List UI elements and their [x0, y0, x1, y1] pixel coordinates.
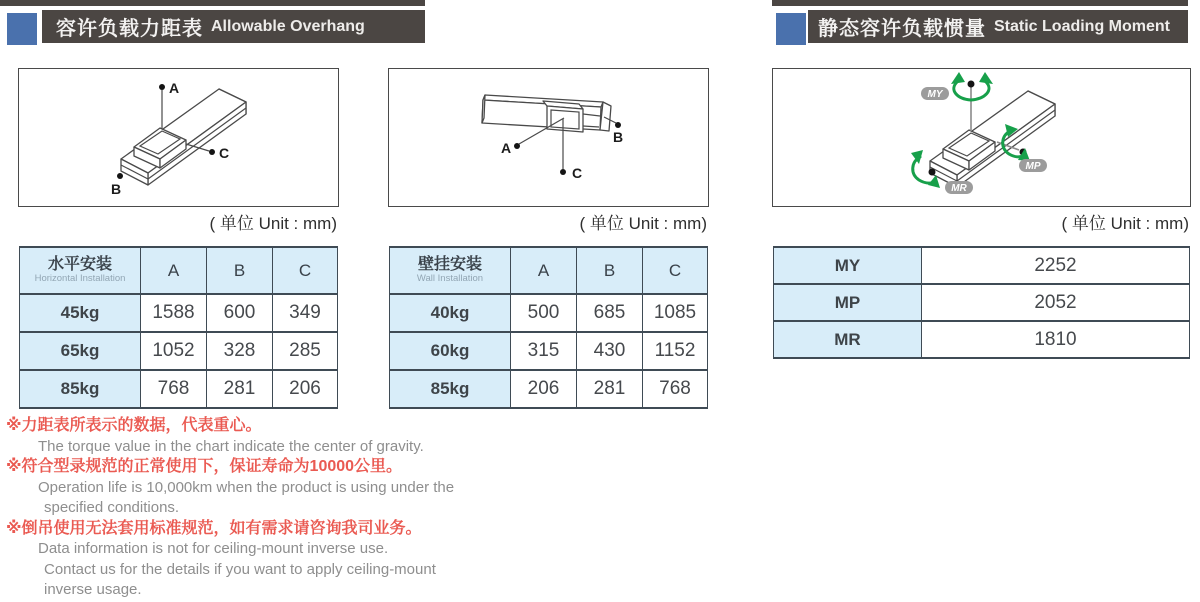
point-b-dot	[615, 122, 621, 128]
point-c-label: C	[572, 165, 583, 181]
value-cell: 430	[577, 332, 643, 370]
column-header-c: C	[643, 247, 708, 294]
table-row	[390, 370, 708, 408]
column-header-c: C	[273, 247, 338, 294]
note-en-2a: Operation life is 10,000km when the product is using under the	[38, 478, 455, 496]
value-cell: 1052	[141, 332, 207, 370]
horizontal-installation-diagram-box	[18, 68, 339, 207]
moment-label-cell: MP	[774, 284, 922, 321]
value-cell: 328	[207, 332, 273, 370]
load-cell: 85kg	[20, 370, 141, 408]
column-header-b: B	[207, 247, 273, 294]
moment-diagram-box	[772, 68, 1191, 207]
row-header-cell	[390, 247, 511, 294]
right-section-header	[808, 10, 1188, 43]
point-c-label: C	[219, 145, 230, 161]
column-header-b: B	[577, 247, 643, 294]
value-cell: 206	[511, 370, 577, 408]
header-zh: 水平安装	[47, 256, 112, 274]
left-header-accent-square	[7, 13, 37, 45]
value-cell: 768	[643, 370, 708, 408]
table-row	[774, 321, 1190, 358]
load-cell: 45kg	[20, 294, 141, 332]
load-cell: 40kg	[390, 294, 511, 332]
table-row	[20, 370, 338, 408]
left-header-title-zh: 容许负载力距表	[56, 18, 203, 40]
point-a-dot	[514, 143, 520, 149]
mr-badge-label: MR	[951, 183, 967, 194]
moment-label-cell: MR	[774, 321, 922, 358]
table-row	[20, 332, 338, 370]
unit-label-wall: ( 单位 Unit : mm)	[579, 214, 707, 233]
column-header-a: A	[511, 247, 577, 294]
footnotes	[6, 416, 566, 601]
value-cell: 349	[273, 294, 338, 332]
point-a-label: A	[169, 80, 180, 96]
value-cell: 685	[577, 294, 643, 332]
moment-value-cell: 2252	[922, 247, 1190, 284]
right-header-top-strip	[772, 0, 1188, 6]
mp-badge-label: MP	[1025, 161, 1041, 172]
note-en-3c: inverse usage.	[44, 581, 142, 598]
table-header-row	[20, 247, 338, 294]
point-a-dot	[159, 84, 165, 90]
unit-label-horizontal: ( 单位 Unit : mm)	[209, 214, 337, 233]
value-cell: 285	[273, 332, 338, 370]
mr-axis-dot	[929, 169, 936, 176]
moment-value-cell: 1810	[922, 321, 1190, 358]
moment-value-cell: 2052	[922, 284, 1190, 321]
right-header-title-zh: 静态容许负载惯量	[818, 18, 986, 40]
note-en-3a: Data information is not for ceiling-mount inverse use.	[38, 540, 389, 557]
note-zh-3: ※倒吊使用无法套用标准规范，如有需求请咨询我司业务。	[6, 519, 422, 537]
row-header-cell	[20, 247, 141, 294]
point-c-dot	[560, 169, 566, 175]
left-section-header	[42, 10, 425, 43]
table-header-row	[390, 247, 708, 294]
moment-label-cell: MY	[774, 247, 922, 284]
value-cell: 281	[577, 370, 643, 408]
note-zh-1: ※力距表所表示的数据，代表重心。	[6, 417, 262, 434]
column-header-a: A	[141, 247, 207, 294]
table-row	[20, 294, 338, 332]
point-a-label: A	[501, 140, 512, 156]
left-header-top-strip	[0, 0, 425, 6]
point-c-dot	[209, 149, 215, 155]
right-header-title-en: Static Loading Moment	[994, 17, 1170, 35]
table-row	[390, 294, 708, 332]
table-row	[774, 284, 1190, 321]
load-cell: 85kg	[390, 370, 511, 408]
note-zh-2: ※符合型录规范的正常使用下，保证寿命为10000公里。	[6, 458, 403, 475]
right-header-accent-square	[776, 13, 806, 45]
header-en: Horizontal Installation	[34, 273, 126, 285]
header-en: Wall Installation	[416, 273, 484, 285]
note-en-1: The torque value in the chart indicate the center of gravity.	[38, 437, 424, 455]
value-cell: 206	[273, 370, 338, 408]
left-header-title-en: Allowable Overhang	[211, 17, 365, 35]
point-b-label: B	[613, 129, 624, 145]
value-cell: 1152	[643, 332, 708, 370]
load-cell: 60kg	[390, 332, 511, 370]
point-b-label: B	[111, 181, 122, 197]
wall-installation-table	[389, 246, 708, 409]
point-b-dot	[117, 173, 123, 179]
note-en-2b: specified conditions.	[44, 499, 180, 516]
wall-installation-diagram	[389, 69, 708, 206]
value-cell: 281	[207, 370, 273, 408]
unit-label-moment: ( 单位 Unit : mm)	[1061, 214, 1189, 233]
static-loading-moment-table	[773, 246, 1190, 359]
value-cell: 500	[511, 294, 577, 332]
value-cell: 1588	[141, 294, 207, 332]
my-axis-dot	[968, 81, 975, 88]
horizontal-installation-table	[19, 246, 338, 409]
value-cell: 315	[511, 332, 577, 370]
table-row	[774, 247, 1190, 284]
note-en-3b: Contact us for the details if you want to apply ceiling-mount	[44, 560, 436, 578]
moment-diagram	[773, 69, 1190, 206]
my-badge-label: MY	[927, 89, 943, 100]
value-cell: 600	[207, 294, 273, 332]
value-cell: 768	[141, 370, 207, 408]
table-row	[390, 332, 708, 370]
value-cell: 1085	[643, 294, 708, 332]
header-zh: 壁挂安装	[417, 256, 482, 274]
horizontal-installation-diagram	[19, 69, 338, 206]
load-cell: 65kg	[20, 332, 141, 370]
wall-installation-diagram-box	[388, 68, 709, 207]
